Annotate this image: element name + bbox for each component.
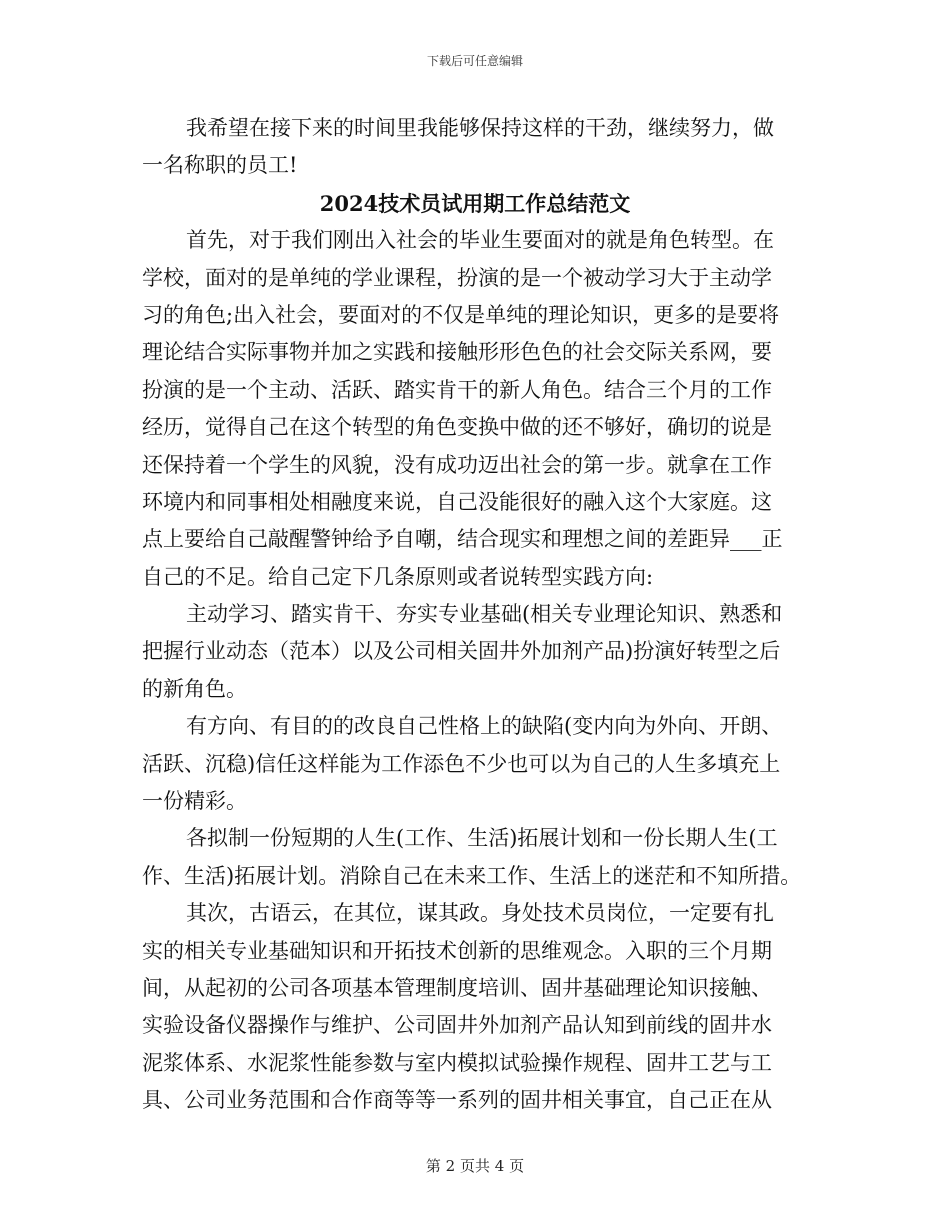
document-body	[142, 110, 808, 1120]
text-line: 自己的不足。给自己定下几条原则或者说转型实践方向:	[142, 564, 654, 589]
text-line: 实的相关专业基础知识和开拓技术创新的思维观念。入职的三个月期	[142, 938, 772, 963]
text-line: 习的角色;出入社会，要面对的不仅是单纯的理论知识，更多的是要将	[142, 302, 780, 327]
text-line: 理论结合实际事物并加之实践和接触形形色色的社会交际关系网，要	[142, 340, 772, 365]
text-line: 把握行业动态（范本）以及公司相关固井外加剂产品)扮演好转型之后	[142, 639, 781, 664]
paragraph-after-title	[142, 222, 808, 1119]
text-line: 首先，对于我们刚出入社会的毕业生要面对的就是角色转型。在	[186, 228, 774, 253]
text-line: 还保持着一个学生的风貌，没有成功迈出社会的第一步。就拿在工作	[142, 452, 772, 477]
text-line: 学校，面对的是单纯的学业课程，扮演的是一个被动学习大于主动学	[142, 265, 772, 290]
text-line: 一份精彩。	[142, 789, 247, 814]
page-number: 第 2 页共 4 页	[425, 1157, 525, 1175]
text-line: 间，从起初的公司各项基本管理制度培训、固井基础理论知识接触、	[142, 975, 772, 1000]
text-line: 我希望在接下来的时间里我能够保持这样的干劲，继续努力，做	[186, 116, 774, 140]
text-line: 点上要给自己敲醒警钟给予自嘲，结合现实和理想之间的差距异___正	[142, 527, 783, 552]
text-line: 其次，古语云，在其位，谋其政。身处技术员岗位，一定要有扎	[186, 901, 774, 926]
text-line: 扮演的是一个主动、活跃、踏实肯干的新人角色。结合三个月的工作	[142, 377, 772, 402]
text-line: 实验设备仪器操作与维护、公司固井外加剂产品认知到前线的固井水	[142, 1013, 772, 1038]
text-line: 活跃、沉稳)信任这样能为工作添色不少也可以为自己的人生多填充上	[142, 751, 781, 776]
text-line: 具、公司业务范围和合作商等等一系列的固井相关事宜，自己正在从	[142, 1088, 772, 1113]
document-title: 2024技术员试用期工作总结范文	[319, 190, 631, 216]
text-line: 的新角色。	[142, 676, 247, 701]
text-line: 一名称职的员工!	[142, 153, 298, 178]
text-line: 泥浆体系、水泥浆性能参数与室内模拟试验操作规程、固井工艺与工	[142, 1050, 772, 1075]
text-line: 作、生活)拓展计划。消除自己在未来工作、生活上的迷茫和不知所措。	[142, 863, 802, 888]
page-header-note: 下载后可任意编辑	[426, 54, 523, 68]
text-line: 各拟制一份短期的人生(工作、生活)拓展计划和一份长期人生(工	[186, 826, 778, 851]
text-line: 有方向、有目的的改良自己性格上的缺陷(变内向为外向、开朗、	[186, 714, 783, 739]
text-line: 经历，觉得自己在这个转型的角色变换中做的还不够好，确切的说是	[142, 415, 772, 440]
text-line: 主动学习、踏实肯干、夯实专业基础(相关专业理论知识、熟悉和	[186, 602, 783, 627]
text-line: 环境内和同事相处相融度来说，自己没能很好的融入这个大家庭。这	[142, 489, 772, 514]
paragraph-before-title	[142, 110, 808, 185]
